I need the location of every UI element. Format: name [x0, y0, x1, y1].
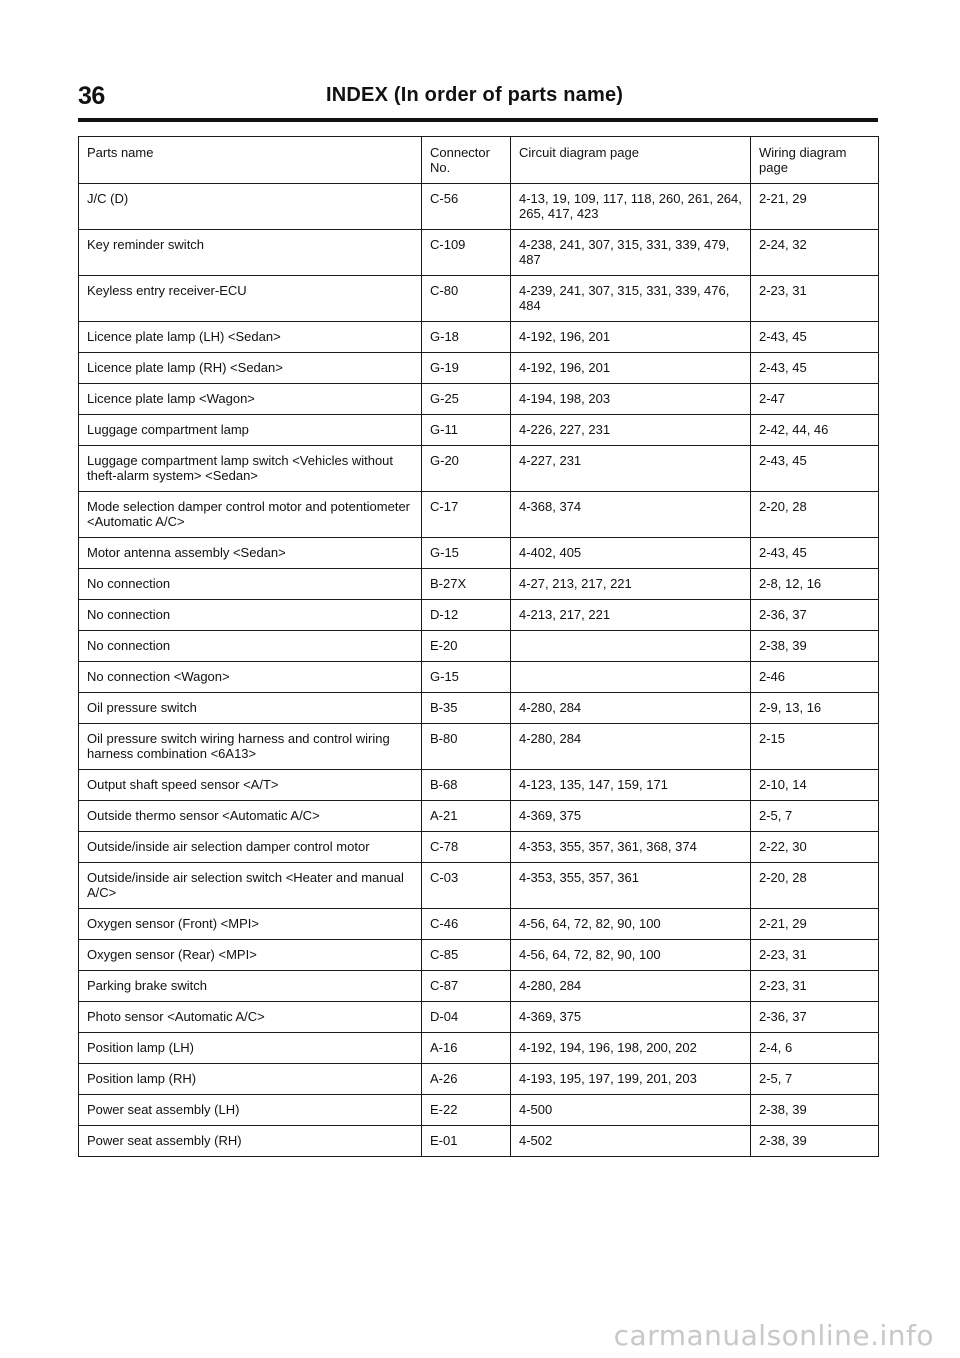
cell-circuit-diagram-page: 4-369, 375 — [511, 1002, 751, 1033]
cell-connector-no: D-12 — [422, 600, 511, 631]
cell-parts-name: Position lamp (LH) — [79, 1033, 422, 1064]
table-row — [79, 1002, 879, 1033]
cell-wiring-diagram-page: 2-36, 37 — [751, 1002, 879, 1033]
cell-wiring-diagram-page: 2-20, 28 — [751, 492, 879, 538]
cell-connector-no: E-01 — [422, 1126, 511, 1157]
cell-circuit-diagram-page: 4-353, 355, 357, 361, 368, 374 — [511, 832, 751, 863]
table-row — [79, 832, 879, 863]
cell-circuit-diagram-page: 4-280, 284 — [511, 724, 751, 770]
cell-connector-no: B-80 — [422, 724, 511, 770]
cell-parts-name: Luggage compartment lamp switch <Vehicles without theft-alarm system> <Sedan> — [79, 446, 422, 492]
table-row — [79, 662, 879, 693]
cell-circuit-diagram-page: 4-193, 195, 197, 199, 201, 203 — [511, 1064, 751, 1095]
page-header — [78, 82, 878, 122]
cell-parts-name: Licence plate lamp <Wagon> — [79, 384, 422, 415]
column-header-circuit-diagram-page: Circuit diagram page — [511, 137, 751, 184]
cell-connector-no: G-18 — [422, 322, 511, 353]
column-header-parts-name: Parts name — [79, 137, 422, 184]
cell-circuit-diagram-page: 4-238, 241, 307, 315, 331, 339, 479, 487 — [511, 230, 751, 276]
cell-circuit-diagram-page: 4-27, 213, 217, 221 — [511, 569, 751, 600]
cell-circuit-diagram-page: 4-353, 355, 357, 361 — [511, 863, 751, 909]
cell-circuit-diagram-page: 4-368, 374 — [511, 492, 751, 538]
cell-circuit-diagram-page: 4-192, 196, 201 — [511, 353, 751, 384]
table-row — [79, 940, 879, 971]
cell-circuit-diagram-page: 4-369, 375 — [511, 801, 751, 832]
table-row — [79, 230, 879, 276]
cell-connector-no: B-35 — [422, 693, 511, 724]
table-row — [79, 724, 879, 770]
table-row — [79, 631, 879, 662]
cell-parts-name: Power seat assembly (LH) — [79, 1095, 422, 1126]
cell-connector-no: C-80 — [422, 276, 511, 322]
cell-circuit-diagram-page: 4-227, 231 — [511, 446, 751, 492]
cell-wiring-diagram-page: 2-47 — [751, 384, 879, 415]
table-row — [79, 322, 879, 353]
cell-parts-name: Outside thermo sensor <Automatic A/C> — [79, 801, 422, 832]
cell-wiring-diagram-page: 2-23, 31 — [751, 940, 879, 971]
table-row — [79, 1064, 879, 1095]
cell-parts-name: Outside/inside air selection damper control motor — [79, 832, 422, 863]
cell-connector-no: G-20 — [422, 446, 511, 492]
cell-wiring-diagram-page: 2-43, 45 — [751, 446, 879, 492]
cell-wiring-diagram-page: 2-22, 30 — [751, 832, 879, 863]
cell-circuit-diagram-page: 4-13, 19, 109, 117, 118, 260, 261, 264, 265, 417, 423 — [511, 184, 751, 230]
cell-parts-name: No connection — [79, 631, 422, 662]
cell-circuit-diagram-page: 4-194, 198, 203 — [511, 384, 751, 415]
cell-circuit-diagram-page: 4-280, 284 — [511, 693, 751, 724]
cell-connector-no: C-78 — [422, 832, 511, 863]
cell-circuit-diagram-page: 4-502 — [511, 1126, 751, 1157]
column-header-connector-no: Connector No. — [422, 137, 511, 184]
table-row — [79, 353, 879, 384]
cell-parts-name: Output shaft speed sensor <A/T> — [79, 770, 422, 801]
cell-parts-name: Licence plate lamp (LH) <Sedan> — [79, 322, 422, 353]
cell-connector-no: C-03 — [422, 863, 511, 909]
cell-circuit-diagram-page: 4-123, 135, 147, 159, 171 — [511, 770, 751, 801]
table-header-row — [79, 137, 879, 184]
cell-wiring-diagram-page: 2-9, 13, 16 — [751, 693, 879, 724]
cell-connector-no: C-109 — [422, 230, 511, 276]
table-row — [79, 693, 879, 724]
cell-wiring-diagram-page: 2-15 — [751, 724, 879, 770]
cell-parts-name: Key reminder switch — [79, 230, 422, 276]
cell-wiring-diagram-page: 2-43, 45 — [751, 538, 879, 569]
cell-parts-name: Licence plate lamp (RH) <Sedan> — [79, 353, 422, 384]
cell-connector-no: G-19 — [422, 353, 511, 384]
cell-parts-name: Power seat assembly (RH) — [79, 1126, 422, 1157]
page-number: 36 — [78, 82, 105, 110]
table-row — [79, 569, 879, 600]
cell-connector-no: G-15 — [422, 538, 511, 569]
cell-connector-no: E-20 — [422, 631, 511, 662]
cell-parts-name: No connection — [79, 600, 422, 631]
cell-parts-name: J/C (D) — [79, 184, 422, 230]
cell-circuit-diagram-page: 4-56, 64, 72, 82, 90, 100 — [511, 909, 751, 940]
cell-wiring-diagram-page: 2-5, 7 — [751, 1064, 879, 1095]
cell-wiring-diagram-page: 2-38, 39 — [751, 1126, 879, 1157]
cell-parts-name: Outside/inside air selection switch <Heater and manual A/C> — [79, 863, 422, 909]
cell-wiring-diagram-page: 2-8, 12, 16 — [751, 569, 879, 600]
cell-parts-name: No connection — [79, 569, 422, 600]
cell-connector-no: A-16 — [422, 1033, 511, 1064]
cell-circuit-diagram-page — [511, 662, 751, 693]
cell-wiring-diagram-page: 2-43, 45 — [751, 322, 879, 353]
table-row — [79, 971, 879, 1002]
cell-wiring-diagram-page: 2-10, 14 — [751, 770, 879, 801]
cell-parts-name: Parking brake switch — [79, 971, 422, 1002]
cell-circuit-diagram-page: 4-192, 196, 201 — [511, 322, 751, 353]
table-row — [79, 770, 879, 801]
cell-connector-no: B-68 — [422, 770, 511, 801]
cell-circuit-diagram-page: 4-280, 284 — [511, 971, 751, 1002]
table-row — [79, 801, 879, 832]
cell-circuit-diagram-page — [511, 631, 751, 662]
cell-wiring-diagram-page: 2-38, 39 — [751, 631, 879, 662]
cell-parts-name: No connection <Wagon> — [79, 662, 422, 693]
cell-connector-no: C-87 — [422, 971, 511, 1002]
cell-connector-no: G-11 — [422, 415, 511, 446]
watermark-text: carmanualsonline.info — [613, 1319, 934, 1352]
cell-wiring-diagram-page: 2-21, 29 — [751, 184, 879, 230]
cell-wiring-diagram-page: 2-43, 45 — [751, 353, 879, 384]
table-row — [79, 184, 879, 230]
cell-wiring-diagram-page: 2-4, 6 — [751, 1033, 879, 1064]
cell-connector-no: C-17 — [422, 492, 511, 538]
cell-wiring-diagram-page: 2-42, 44, 46 — [751, 415, 879, 446]
cell-circuit-diagram-page: 4-500 — [511, 1095, 751, 1126]
cell-circuit-diagram-page: 4-192, 194, 196, 198, 200, 202 — [511, 1033, 751, 1064]
cell-parts-name: Position lamp (RH) — [79, 1064, 422, 1095]
table-row — [79, 1033, 879, 1064]
cell-wiring-diagram-page: 2-38, 39 — [751, 1095, 879, 1126]
cell-connector-no: C-56 — [422, 184, 511, 230]
cell-connector-no: B-27X — [422, 569, 511, 600]
cell-connector-no: G-25 — [422, 384, 511, 415]
cell-wiring-diagram-page: 2-21, 29 — [751, 909, 879, 940]
cell-parts-name: Oxygen sensor (Rear) <MPI> — [79, 940, 422, 971]
cell-wiring-diagram-page: 2-23, 31 — [751, 971, 879, 1002]
cell-parts-name: Keyless entry receiver-ECU — [79, 276, 422, 322]
parts-index-table — [78, 136, 879, 1157]
table-row — [79, 276, 879, 322]
cell-connector-no: C-85 — [422, 940, 511, 971]
cell-parts-name: Mode selection damper control motor and potentiometer <Automatic A/C> — [79, 492, 422, 538]
cell-circuit-diagram-page: 4-213, 217, 221 — [511, 600, 751, 631]
table-row — [79, 600, 879, 631]
cell-connector-no: E-22 — [422, 1095, 511, 1126]
table-row — [79, 1126, 879, 1157]
cell-wiring-diagram-page: 2-23, 31 — [751, 276, 879, 322]
cell-circuit-diagram-page: 4-56, 64, 72, 82, 90, 100 — [511, 940, 751, 971]
cell-parts-name: Oil pressure switch — [79, 693, 422, 724]
cell-circuit-diagram-page: 4-226, 227, 231 — [511, 415, 751, 446]
table-row — [79, 446, 879, 492]
table-row — [79, 863, 879, 909]
cell-connector-no: C-46 — [422, 909, 511, 940]
cell-circuit-diagram-page: 4-402, 405 — [511, 538, 751, 569]
cell-parts-name: Photo sensor <Automatic A/C> — [79, 1002, 422, 1033]
table-row — [79, 1095, 879, 1126]
cell-parts-name: Luggage compartment lamp — [79, 415, 422, 446]
cell-connector-no: D-04 — [422, 1002, 511, 1033]
cell-parts-name: Oxygen sensor (Front) <MPI> — [79, 909, 422, 940]
column-header-wiring-diagram-page: Wiring diagram page — [751, 137, 879, 184]
table-row — [79, 909, 879, 940]
cell-parts-name: Motor antenna assembly <Sedan> — [79, 538, 422, 569]
cell-circuit-diagram-page: 4-239, 241, 307, 315, 331, 339, 476, 484 — [511, 276, 751, 322]
cell-wiring-diagram-page: 2-24, 32 — [751, 230, 879, 276]
cell-wiring-diagram-page: 2-46 — [751, 662, 879, 693]
table-row — [79, 384, 879, 415]
cell-parts-name: Oil pressure switch wiring harness and control wiring harness combination <6A13> — [79, 724, 422, 770]
cell-wiring-diagram-page: 2-36, 37 — [751, 600, 879, 631]
table-row — [79, 415, 879, 446]
cell-connector-no: A-26 — [422, 1064, 511, 1095]
cell-connector-no: A-21 — [422, 801, 511, 832]
table-row — [79, 492, 879, 538]
page-title: INDEX (In order of parts name) — [326, 84, 624, 106]
table-row — [79, 538, 879, 569]
cell-wiring-diagram-page: 2-5, 7 — [751, 801, 879, 832]
cell-connector-no: G-15 — [422, 662, 511, 693]
cell-wiring-diagram-page: 2-20, 28 — [751, 863, 879, 909]
